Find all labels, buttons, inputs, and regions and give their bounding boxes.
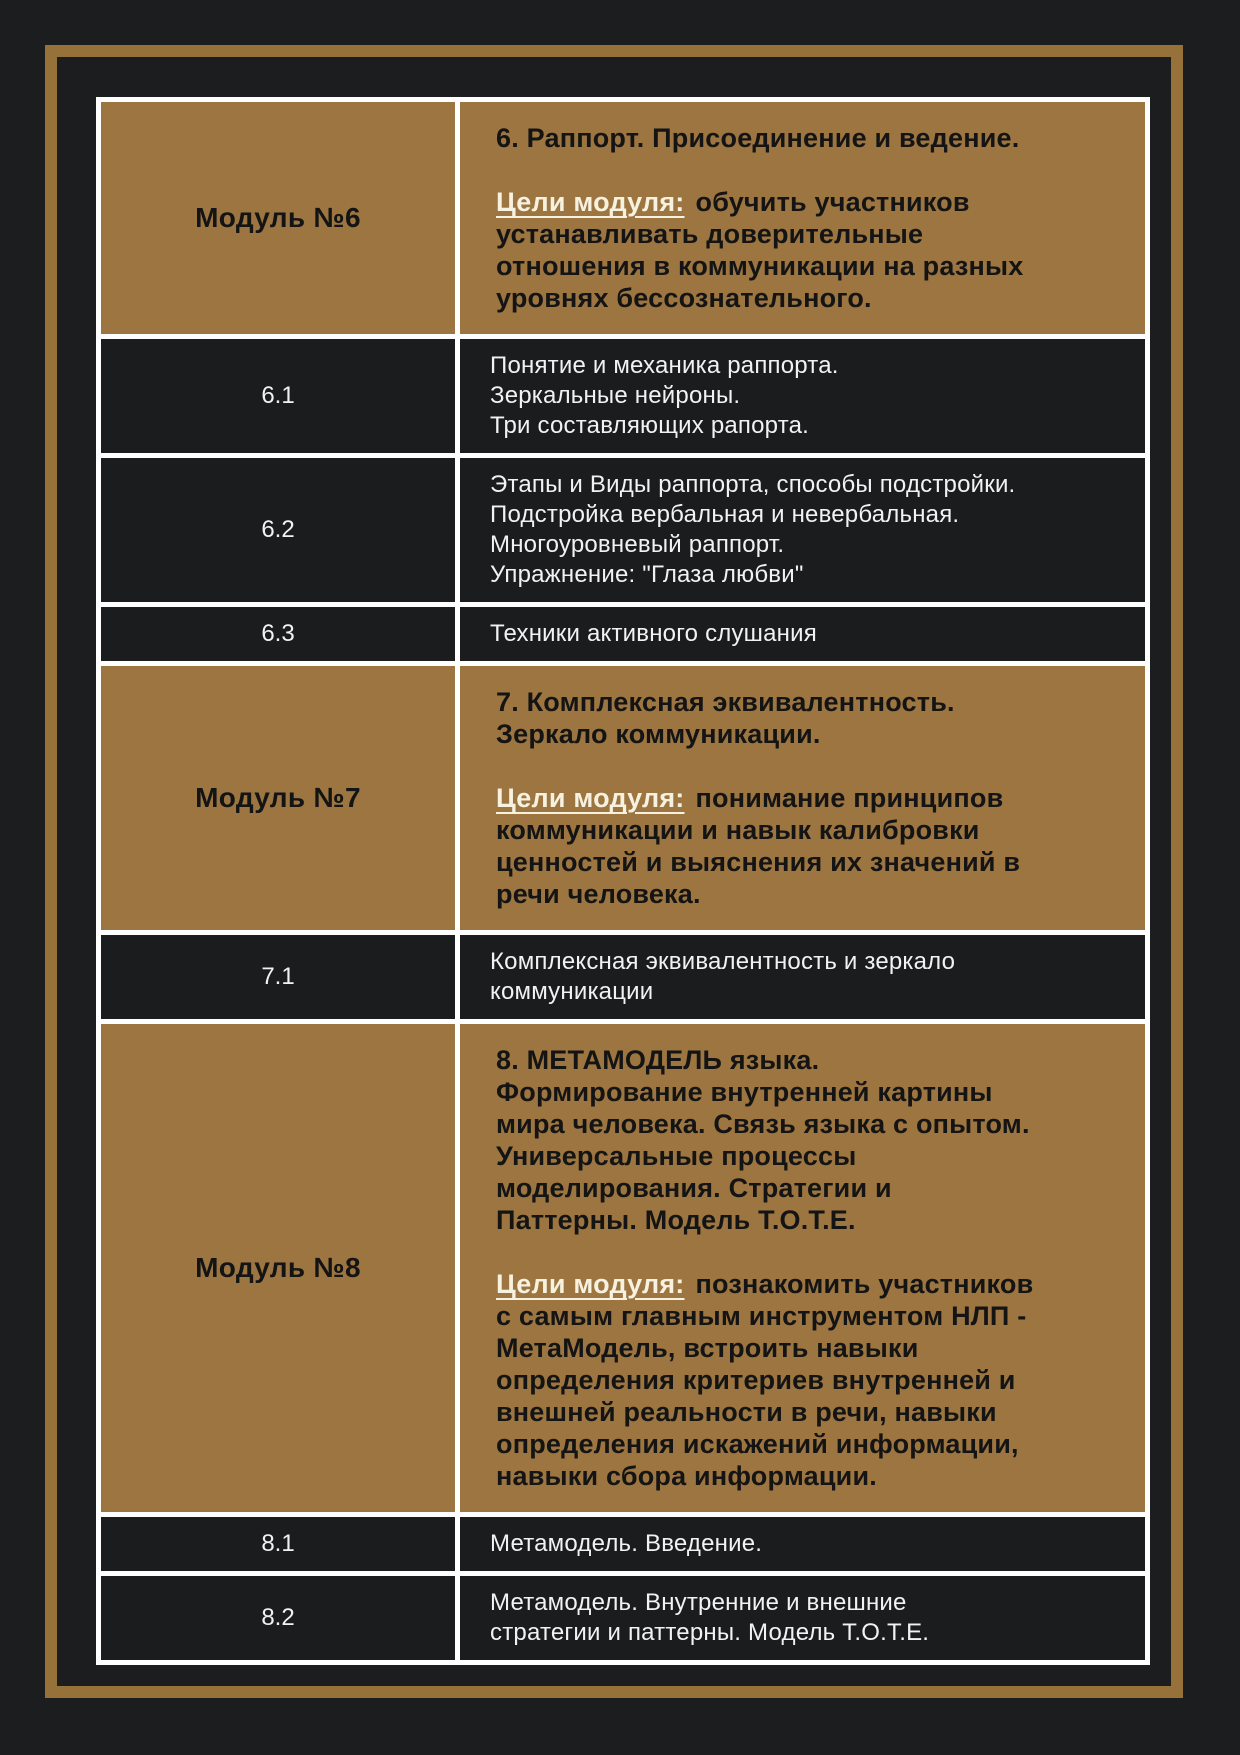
- module-goals: [496, 1268, 1115, 1492]
- module-title-line: Зеркало коммуникации.: [496, 719, 821, 749]
- module-number-label: Модуль №6: [195, 202, 361, 233]
- item-text-line: коммуникации: [490, 978, 654, 1005]
- goal-text-line: внешней реальности в речи, навыки: [496, 1397, 997, 1427]
- item-text-line: Зеркальные нейроны.: [490, 382, 741, 409]
- item-text-line: Подстройка вербальная и невербальная.: [490, 501, 960, 528]
- goals-label: Цели модуля:: [496, 783, 685, 813]
- item-number: 8.2: [99, 1574, 458, 1663]
- module-goals: [496, 186, 1115, 314]
- module-title-line: 6. Раппорт. Присоединение и ведение.: [496, 123, 1020, 153]
- item-text-line: Упражнение: "Глаза любви": [490, 561, 804, 588]
- item-description: [458, 1515, 1148, 1574]
- item-number: 6.1: [99, 337, 458, 456]
- item-text-line: стратегии и паттерны. Модель Т.О.Т.Е.: [490, 1619, 930, 1646]
- goal-text-line: [496, 782, 1115, 814]
- item-number: 6.2: [99, 456, 458, 605]
- goal-text-line: навыки сбора информации.: [496, 1461, 877, 1491]
- module-8-label: [99, 1022, 458, 1515]
- goal-text-line: [496, 1268, 1115, 1300]
- goal-text-line: определения искажений информации,: [496, 1429, 1019, 1459]
- goal-text-line: ценностей и выяснения их значений в: [496, 847, 1021, 877]
- goal-text-line: МетаМодель, встроить навыки: [496, 1333, 919, 1363]
- module-7-description: [458, 664, 1148, 933]
- module-8-header-row: [99, 1022, 1148, 1515]
- module-title-line: Универсальные процессы: [496, 1141, 857, 1171]
- item-text-line: Техники активного слушания: [490, 620, 817, 647]
- goal-text: познакомить участников: [695, 1269, 1034, 1299]
- module-title-line: Паттерны. Модель Т.О.Т.Е.: [496, 1205, 856, 1235]
- item-number: 6.3: [99, 605, 458, 664]
- item-row-6-2: [99, 456, 1148, 605]
- item-row-8-2: [99, 1574, 1148, 1663]
- module-7-header-row: [99, 664, 1148, 933]
- item-row-6-1: [99, 337, 1148, 456]
- module-title-line: моделирования. Стратегии и: [496, 1173, 892, 1203]
- item-text-line: Три составляющих рапорта.: [490, 412, 810, 439]
- goal-text-line: уровнях бессознательного.: [496, 283, 872, 313]
- item-text-line: Понятие и механика раппорта.: [490, 352, 839, 379]
- program-table: [96, 97, 1150, 1665]
- module-goals: [496, 782, 1115, 910]
- item-row-7-1: [99, 933, 1148, 1022]
- item-description: [458, 933, 1148, 1022]
- module-title-line: Формирование внутренней картины: [496, 1077, 993, 1107]
- item-text-line: Многоуровневый раппорт.: [490, 531, 785, 558]
- module-7-label: [99, 664, 458, 933]
- module-number-label: Модуль №7: [195, 782, 361, 813]
- item-description: [458, 605, 1148, 664]
- goals-label: Цели модуля:: [496, 1269, 685, 1299]
- module-number-label: Модуль №8: [195, 1252, 361, 1283]
- item-row-6-3: [99, 605, 1148, 664]
- item-row-8-1: [99, 1515, 1148, 1574]
- item-text-line: Этапы и Виды раппорта, способы подстройки.: [490, 471, 1016, 498]
- goal-text-line: [496, 186, 1115, 218]
- goal-text-line: речи человека.: [496, 879, 701, 909]
- item-description: [458, 456, 1148, 605]
- module-8-description: [458, 1022, 1148, 1515]
- module-6-label: [99, 100, 458, 337]
- goal-text-line: коммуникации и навык калибровки: [496, 815, 980, 845]
- goal-text: понимание принципов: [695, 783, 1004, 813]
- module-6-header-row: [99, 100, 1148, 337]
- goal-text-line: устанавливать доверительные: [496, 219, 924, 249]
- goal-text-line: с самым главным инструментом НЛП -: [496, 1301, 1027, 1331]
- item-description: [458, 337, 1148, 456]
- item-text-line: Метамодель. Введение.: [490, 1530, 763, 1557]
- module-title-line: мира человека. Связь языка с опытом.: [496, 1109, 1030, 1139]
- goal-text-line: отношения в коммуникации на разных: [496, 251, 1024, 281]
- goals-label: Цели модуля:: [496, 187, 685, 217]
- item-number: 8.1: [99, 1515, 458, 1574]
- module-title-line: 7. Комплексная эквивалентность.: [496, 687, 955, 717]
- goal-text: обучить участников: [695, 187, 970, 217]
- module-6-description: [458, 100, 1148, 337]
- module-title-line: 8. МЕТАМОДЕЛЬ языка.: [496, 1045, 820, 1075]
- item-text-line: Метамодель. Внутренние и внешние: [490, 1589, 907, 1616]
- item-number: 7.1: [99, 933, 458, 1022]
- goal-text-line: определения критериев внутренней и: [496, 1365, 1016, 1395]
- item-description: [458, 1574, 1148, 1663]
- item-text-line: Комплексная эквивалентность и зеркало: [490, 948, 956, 975]
